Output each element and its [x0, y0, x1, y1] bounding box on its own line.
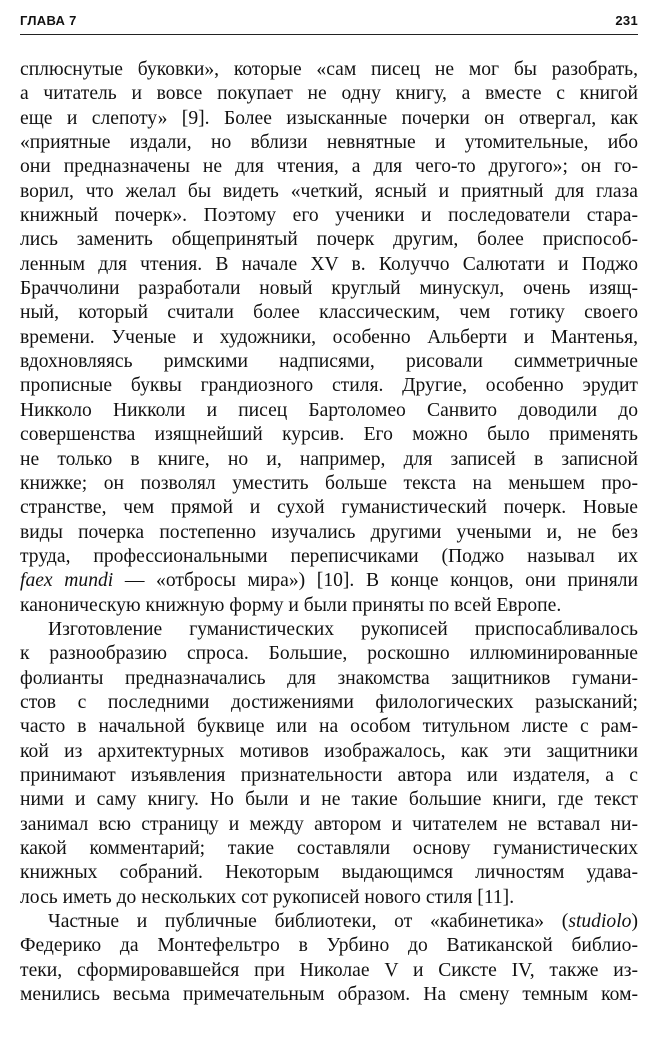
text-line: занимал всю страницу и между автором и читателем не вставал ни- [20, 813, 638, 835]
text-line: принимают изъявления признательности автора или издателя, а с [20, 764, 638, 786]
text-line: ними и саму книгу. Но были и не такие большие книги, где текст [20, 789, 638, 811]
text-line: совершенства изящнейший курсив. Его можно было применять [20, 424, 638, 446]
text-line: ный, который считали более классическим, чем готику своего [20, 302, 638, 324]
text-line: труда, профессиональными переписчиками (Поджо называл их [20, 545, 638, 567]
text-line: «приятные издали, но вблизи невнятные и утомительные, ибо [20, 132, 638, 154]
text-line: они предназначены не для чтения, а для чего-то другого»; он го- [20, 156, 638, 178]
paragraph-last-line: каноническую книжную форму и были приняты по всей Европе. [20, 594, 562, 616]
text-line: Федерико да Монтефельтро в Урбино до Ватиканской библио- [20, 935, 638, 957]
header-rule [20, 34, 638, 35]
running-head [20, 13, 638, 31]
body-text [20, 58, 638, 1007]
text-line [20, 569, 638, 593]
text-line: книжных собраний. Некоторым выдающимся личностям удава- [20, 862, 638, 884]
text-line: сплюснутые буковки», которые «сам писец не мог бы разобрать, [20, 59, 638, 80]
text-segment: ) [631, 911, 638, 933]
text-line: не только в книге, но и, например, для записей в записной [20, 448, 638, 470]
text-line: виды почерка постепенно изучались другими учеными и, не без [20, 521, 638, 543]
italic-latin-word: studiolo [568, 911, 632, 933]
text-line: вдохновляясь римскими надписями, рисовали симметричные [20, 351, 638, 373]
italic-latin-phrase: faex mundi [20, 570, 114, 592]
text-line: Никколо Никколи и писец Бартоломео Санвито доводили до [20, 399, 638, 421]
text-line: ворил, что желал бы видеть «четкий, ясный и приятный для глаза [20, 180, 638, 202]
text-line: а читатель и вовсе покупает не одну книгу, а вместе с книгой [20, 83, 638, 105]
text-line: какой комментарий; такие составляли основу гуманистических [20, 838, 638, 859]
text-line: теки, сформировавшейся при Николае V и Сиксте IV, также из- [20, 959, 638, 981]
text-line: времени. Ученые и художники, особенно Альберти и Мантенья, [20, 326, 638, 348]
text-line: кой из архитектурных мотивов изображалось, как эти защитники [20, 740, 638, 762]
text-line: часто в начальной буквице или на особом титульном листе с рам- [20, 716, 638, 738]
paragraph-first-line: Изготовление гуманистических рукописей приспосабливалось [48, 618, 638, 640]
page-number: 231 [615, 13, 638, 28]
text-segment: Частные и публичные библиотеки, от «кабинетика» ( [48, 911, 569, 933]
chapter-title: ГЛАВА 7 [20, 13, 77, 28]
text-segment: — «отбросы мира») [10]. В конце концов, они приняли [113, 570, 638, 592]
text-line: книжный почерк». Поэтому его ученики и последователи стара- [20, 205, 638, 227]
text-line: еще и слепоту» [9]. Более изысканные почерки он отвергал, как [20, 107, 638, 129]
paragraph-last-line: лось иметь до нескольких сот рукописей нового стиля [11]. [20, 886, 515, 908]
paragraph-first-line [20, 910, 638, 934]
text-line: лись заменить общепринятый почерк другим, более приспособ- [20, 229, 638, 251]
text-line: фолианты предназначались для знакомства защитников гумани- [20, 667, 638, 689]
text-line: менились весьма примечательным образом. На смену темным ком- [20, 984, 638, 1006]
text-line: прописные буквы грандиозного стиля. Другие, особенно эрудит [20, 375, 638, 397]
text-line: странстве, чем прямой и сухой гуманистический почерк. Новые [20, 497, 638, 519]
text-line: Браччолини разработали новый круглый минускул, очень изящ- [20, 278, 638, 300]
text-line: к разнообразию спроса. Большие, роскошно иллюминированные [20, 643, 638, 665]
text-line: книжке; он позволял уместить больше текста на меньшем про- [20, 472, 638, 494]
text-line: стов с последними достижениями филологических разысканий; [20, 691, 638, 713]
text-line: ленным для чтения. В начале XV в. Колуччо Салютати и Поджо [20, 253, 638, 275]
